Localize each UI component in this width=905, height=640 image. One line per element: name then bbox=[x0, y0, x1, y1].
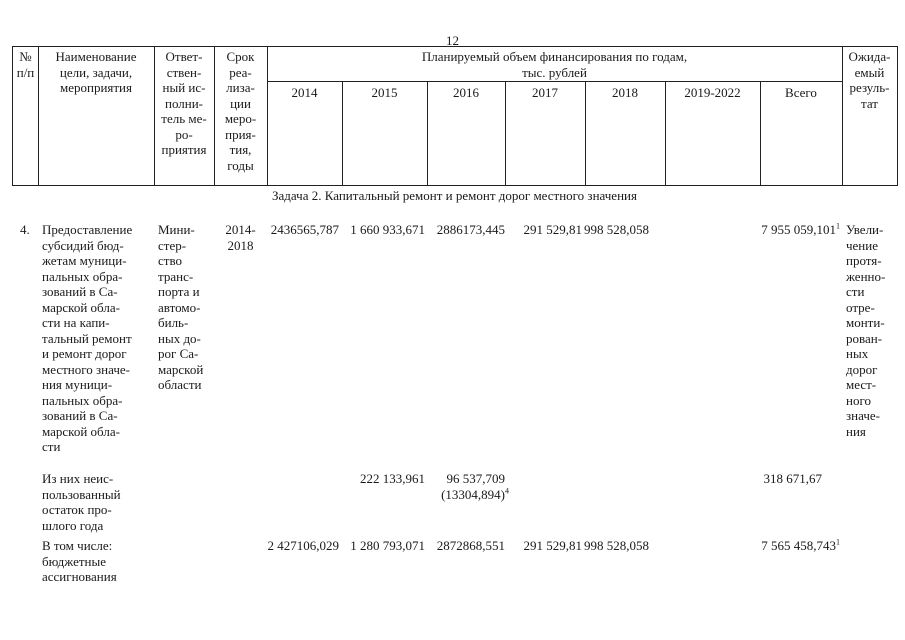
header-year-2017: 2017 bbox=[532, 85, 558, 100]
header-year-2014: 2014 bbox=[291, 85, 318, 100]
row-name: Предоставление субсидий бюд- жетам муници- пальных обра- зований в Са- марской обла- сти на капи- тальный ремонт и ремонт дорог местного значе- ния муници- пальных обра- зований в Са- марской обла- сти bbox=[42, 222, 133, 454]
header-year-2016: 2016 bbox=[453, 85, 479, 100]
row-budget-total-value: 7 565 458,743 bbox=[761, 538, 836, 553]
row-budget-total bbox=[740, 538, 840, 554]
row-unused-2016-extra bbox=[425, 487, 509, 503]
page-number: 12 bbox=[446, 33, 459, 48]
header-result: Ожида- емый резуль- тат bbox=[848, 49, 891, 111]
row-number: 4. bbox=[20, 222, 30, 237]
row-main-total bbox=[740, 222, 840, 238]
header-number: № п/п bbox=[16, 49, 35, 80]
row-main-2015: 1 660 933,671 bbox=[350, 222, 425, 237]
section-title: Задача 2. Капитальный ремонт и ремонт дорог местного значения bbox=[272, 188, 637, 203]
row-main-2014: 2436565,787 bbox=[270, 222, 339, 237]
row-unused-name: Из них неис- пользованный остаток про- шлого года bbox=[42, 471, 121, 533]
header-name: Наименование цели, задачи, мероприятия bbox=[55, 49, 137, 95]
header-year-2019-2022: 2019-2022 bbox=[684, 85, 741, 100]
row-budget-2014: 2 427106,029 bbox=[267, 538, 339, 553]
row-main-2016: 2886173,445 bbox=[436, 222, 505, 237]
row-main-2017: 291 529,81 bbox=[523, 222, 582, 237]
header-term: Срок реа- лиза- ции меро- прия- тия, годы bbox=[224, 49, 257, 173]
row-main-total-value: 7 955 059,101 bbox=[761, 222, 836, 237]
row-budget-2018: 998 528,058 bbox=[584, 538, 649, 553]
row-unused-2016-extra-value: (13304,894) bbox=[441, 487, 505, 502]
header-responsible: Ответ- ствен- ный ис- полни- тель ме- ро- приятия bbox=[161, 49, 207, 157]
row-result: Увели- чение протя- женно- сти отре- монти- рован- ных дорог мест- ного значе- ния bbox=[846, 222, 886, 439]
row-budget-2015: 1 280 793,071 bbox=[350, 538, 425, 553]
footnote-marker: 1 bbox=[836, 221, 840, 231]
header-year-2018: 2018 bbox=[612, 85, 638, 100]
row-unused-2016: 96 537,709 bbox=[446, 471, 505, 486]
row-unused-total: 318 671,67 bbox=[763, 471, 822, 486]
row-budget-2016: 2872868,551 bbox=[436, 538, 505, 553]
row-main-2018: 998 528,058 bbox=[584, 222, 649, 237]
footnote-marker: 1 bbox=[836, 537, 840, 547]
header-total: Всего bbox=[785, 85, 817, 100]
row-unused-2015: 222 133,961 bbox=[360, 471, 425, 486]
header-year-2015: 2015 bbox=[371, 85, 398, 100]
footnote-marker: 4 bbox=[505, 486, 509, 496]
row-responsible: Мини- стер- ство транс- порта и автомо- биль- ных до- рог Са- марской области bbox=[158, 222, 204, 392]
row-budget-2017: 291 529,81 bbox=[523, 538, 582, 553]
row-budget-name: В том числе: бюджетные ассигнования bbox=[42, 538, 117, 584]
row-term: 2014- 2018 bbox=[225, 222, 256, 253]
header-financing: Планируемый объем финансирования по годам, тыс. рублей bbox=[421, 49, 688, 80]
